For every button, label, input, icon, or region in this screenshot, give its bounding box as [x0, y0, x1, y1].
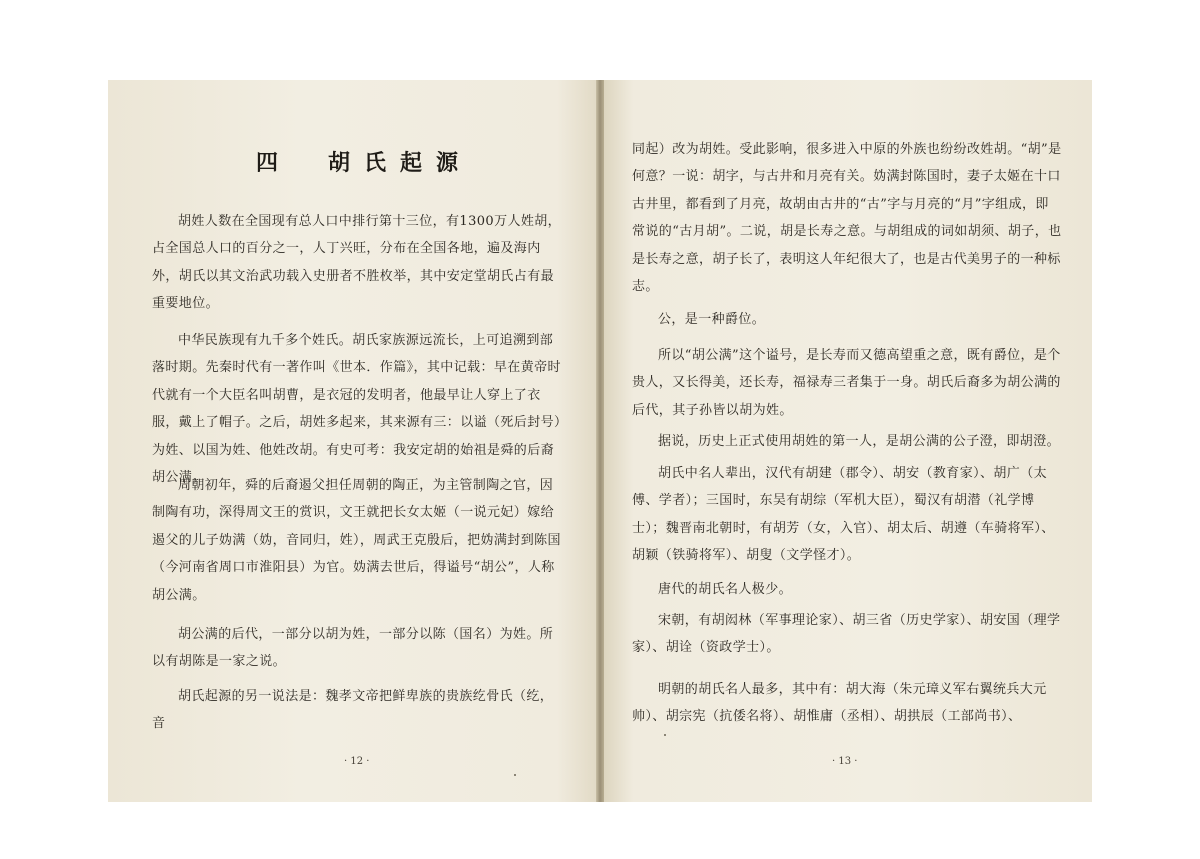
page-number: · 12 · [344, 756, 370, 767]
paper-speck [664, 734, 666, 736]
chapter-title: 四 胡氏起源 [256, 150, 473, 176]
paragraph: 胡氏起源的另一说法是：魏孝文帝把鲜卑族的贵族纥骨氏（纥，音 [152, 689, 554, 732]
paragraph: 周朝初年，舜的后裔遏父担任周朝的陶正，为主管制陶之官，因制陶有功，深得周文王的赏识，文王就把长女太姬（一说元妃）嫁给遏父的儿子妫满（妫，音同归，姓），周武王克殷后，把妫满封到陈国（今河南省周口市淮阳县）为官。妫满去世后，得谥号“胡公”，人称胡公满。 [152, 478, 561, 603]
paragraph: 明朝的胡氏名人最多，其中有：胡大海（朱元璋义军右翼统兵大元帅）、胡宗宪（抗倭名将）、胡惟庸（丞相）、胡拱辰（工部尚书）、 [632, 682, 1047, 725]
paragraph: 公，是一种爵位。 [658, 312, 766, 327]
paragraph: 宋朝，有胡闳林（军事理论家）、胡三省（历史学家）、胡安国（理学家）、胡诠（资政学士）。 [632, 613, 1061, 656]
page-number: · 13 · [832, 756, 858, 767]
paper-speck [514, 774, 516, 776]
paragraph: 胡氏中名人辈出，汉代有胡建（郡令）、胡安（教育家）、胡广（太傅、学者）；三国时，东吴有胡综（军机大臣），蜀汉有胡潜（礼学博士）；魏晋南北朝时，有胡芳（女，入官）、胡太后、胡遵（车骑将军）、胡颖（铁骑将军）、胡叟（文学怪才）。 [632, 466, 1055, 564]
left-page [108, 80, 596, 802]
book-gutter [596, 80, 604, 802]
paragraph: 唐代的胡氏名人极少。 [658, 582, 793, 597]
paragraph: 所以“胡公满”这个谥号，是长寿而又德高望重之意，既有爵位，是个贵人，又长得美，还长寿，福禄寿三者集于一身。胡氏后裔多为胡公满的后代，其子孙皆以胡为姓。 [632, 348, 1061, 418]
paragraph: 胡公满的后代，一部分以胡为姓，一部分以陈（国名）为姓。所以有胡陈是一家之说。 [152, 627, 554, 670]
right-page [604, 80, 1092, 802]
paragraph: 同起）改为胡姓。受此影响，很多进入中原的外族也纷纷改姓胡。“胡”是何意？一说：胡字，与古井和月亮有关。妫满封陈国时，妻子太姬在十口古井里，都看到了月亮，故胡由古井的“古”字与月亮的“月”字组成，即常说的“古月胡”。二说，胡是长寿之意。与胡组成的词如胡须、胡子，也是长寿之意，胡子长了，表明这人年纪很大了，也是古代美男子的一种标志。 [632, 142, 1062, 295]
paragraph: 中华民族现有九千多个姓氏。胡氏家族源远流长，上可追溯到部落时期。先秦时代有一著作叫《世本．作篇》，其中记载：早在黄帝时代就有一个大臣名叫胡曹，是衣冠的发明者，他最早让人穿上了衣服，戴上了帽子。之后，胡姓多起来，其来源有三：以谥（死后封号）为姓、以国为姓、他姓改胡。有史可考：我安定胡的始祖是舜的后裔胡公满。 [152, 333, 561, 486]
paragraph: 胡姓人数在全国现有总人口中排行第十三位，有1300万人姓胡，占全国总人口的百分之一，人丁兴旺，分布在全国各地，遍及海内外，胡氏以其文治武功载入史册者不胜枚举，其中安定堂胡氏占有最重要地位。 [152, 214, 562, 312]
book-spread [108, 80, 1092, 802]
paragraph: 据说，历史上正式使用胡姓的第一人，是胡公满的公子澄，即胡澄。 [658, 434, 1061, 449]
